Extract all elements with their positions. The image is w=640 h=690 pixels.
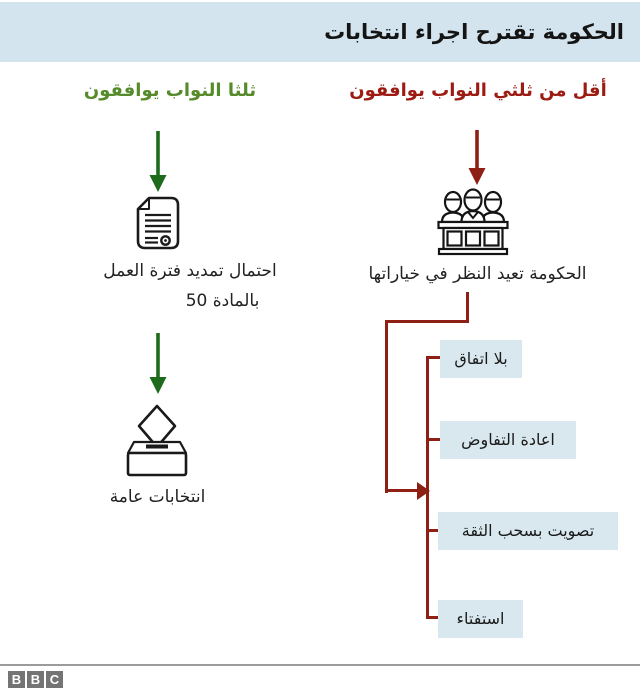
document-icon xyxy=(136,196,180,250)
flow-line-vertical-left xyxy=(385,320,388,493)
red-down-arrow-icon xyxy=(467,130,487,185)
bbc-logo xyxy=(8,671,63,688)
flow-line-vertical-from-text xyxy=(466,292,469,323)
bbc-logo-block: B xyxy=(8,671,25,688)
right-branch-header: أقل من ثلثي النواب يوافقون xyxy=(349,80,607,101)
option-box-referendum: استفتاء xyxy=(438,600,523,638)
green-down-arrow-icon xyxy=(148,333,168,395)
flow-connector-option-2 xyxy=(426,438,440,441)
option-box-renegotiation: اعادة التفاوض xyxy=(440,421,576,459)
parliament-icon xyxy=(436,186,510,256)
flow-line-horizontal-arrow-shaft xyxy=(385,489,418,492)
flow-line-vertical-junction xyxy=(426,356,429,619)
bbc-logo-block: C xyxy=(46,671,63,688)
left-step-text-line1: احتمال تمديد فترة العمل xyxy=(103,261,277,281)
option-box-no-agreement: بلا اتفاق xyxy=(440,340,522,378)
right-step-text: الحكومة تعيد النظر في خياراتها xyxy=(368,264,587,284)
footer-divider xyxy=(0,664,640,666)
left-branch-header: ثلثا النواب يوافقون xyxy=(83,80,257,101)
flow-connector-option-1 xyxy=(426,356,440,359)
green-down-arrow-icon xyxy=(148,131,168,193)
flow-line-horizontal-top xyxy=(385,320,469,323)
left-step-text-line2: بالمادة 50 xyxy=(185,291,260,311)
page-title: الحكومة تقترح اجراء انتخابات xyxy=(324,20,624,44)
bbc-logo-block: B xyxy=(27,671,44,688)
option-box-no-confidence-vote: تصويت بسحب الثقة xyxy=(438,512,618,550)
ballot-box-icon xyxy=(122,402,192,478)
left-outcome-text: انتخابات عامة xyxy=(109,487,206,507)
